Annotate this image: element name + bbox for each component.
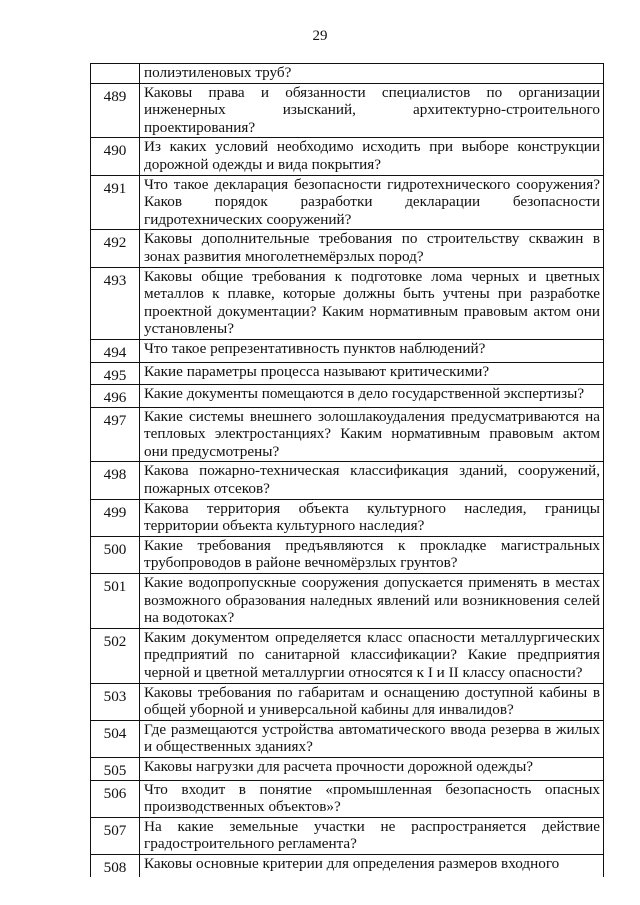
questions-table xyxy=(90,63,604,877)
question-number: 494 xyxy=(91,339,140,362)
question-row xyxy=(91,385,604,408)
question-text: Какие системы внешнего золошлакоудаления предусматриваются на тепловых электростанциях? Каким нормативным правовым актом они предусмотрены? xyxy=(140,407,604,462)
question-row xyxy=(91,138,604,175)
question-text: полиэтиленовых труб? xyxy=(140,64,604,84)
question-number: 507 xyxy=(91,817,140,854)
question-text: Каковы нагрузки для расчета прочности дорожной одежды? xyxy=(140,757,604,780)
question-row xyxy=(91,64,604,84)
question-number: 492 xyxy=(91,230,140,267)
question-text: Какие документы помещаются в дело государственной экспертизы? xyxy=(140,385,604,408)
question-number: 497 xyxy=(91,407,140,462)
question-number: 489 xyxy=(91,83,140,138)
question-row xyxy=(91,267,604,339)
question-number: 498 xyxy=(91,462,140,499)
question-row xyxy=(91,817,604,854)
question-text: Где размещаются устройства автоматического ввода резерва в жилых и общественных зданиях? xyxy=(140,720,604,757)
question-text: Какие требования предъявляются к прокладке магистральных трубопроводов в районе вечномёрзлых грунтов? xyxy=(140,536,604,573)
question-row xyxy=(91,362,604,385)
question-text: Каковы дополнительные требования по строительству скважин в зонах развития многолетнемёрзлых пород? xyxy=(140,230,604,267)
question-row xyxy=(91,339,604,362)
question-row xyxy=(91,462,604,499)
question-row xyxy=(91,854,604,876)
question-text: Что такое декларация безопасности гидротехнического сооружения? Каков порядок разработки декларации безопасности гидротехнических сооружений? xyxy=(140,175,604,230)
question-row xyxy=(91,720,604,757)
question-number: 491 xyxy=(91,175,140,230)
question-text: Каким документом определяется класс опасности металлургических предприятий по санитарной классификации? Какие предприятия черной и цветной металлургии относятся к I и II классу опасности? xyxy=(140,628,604,683)
question-number: 502 xyxy=(91,628,140,683)
question-number: 490 xyxy=(91,138,140,175)
question-row xyxy=(91,499,604,536)
question-text: Какова территория объекта культурного наследия, границы территории объекта культурного наследия? xyxy=(140,499,604,536)
question-number: 503 xyxy=(91,683,140,720)
question-number: 504 xyxy=(91,720,140,757)
question-text: Какие параметры процесса называют критическими? xyxy=(140,362,604,385)
question-number: 506 xyxy=(91,780,140,817)
question-row xyxy=(91,683,604,720)
question-number: 501 xyxy=(91,574,140,629)
question-number: 505 xyxy=(91,757,140,780)
question-row xyxy=(91,757,604,780)
question-text: Из каких условий необходимо исходить при выборе конструкции дорожной одежды и вида покрытия? xyxy=(140,138,604,175)
question-text: Каковы общие требования к подготовке лома черных и цветных металлов к плавке, которые должны быть учтены при разработке проектной документации? Каким нормативным правовым актом они установлены? xyxy=(140,267,604,339)
question-row xyxy=(91,536,604,573)
question-row xyxy=(91,780,604,817)
question-text: Каковы требования по габаритам и оснащению доступной кабины в общей уборной и универсальной кабины для инвалидов? xyxy=(140,683,604,720)
question-number: 508 xyxy=(91,854,140,876)
question-number: 495 xyxy=(91,362,140,385)
question-number: 499 xyxy=(91,499,140,536)
question-row xyxy=(91,230,604,267)
question-text: Какова пожарно-техническая классификация зданий, сооружений, пожарных отсеков? xyxy=(140,462,604,499)
question-row xyxy=(91,83,604,138)
question-number: 496 xyxy=(91,385,140,408)
question-row xyxy=(91,407,604,462)
question-row xyxy=(91,574,604,629)
question-row xyxy=(91,175,604,230)
question-text: Каковы основные критерии для определения размеров входного xyxy=(140,854,604,876)
question-text: Каковы права и обязанности специалистов по организации инженерных изысканий, архитектурно-строительного проектирования? xyxy=(140,83,604,138)
question-number: 493 xyxy=(91,267,140,339)
question-text: Что такое репрезентативность пунктов наблюдений? xyxy=(140,339,604,362)
question-number: 500 xyxy=(91,536,140,573)
question-number xyxy=(91,64,140,84)
page-number: 29 xyxy=(312,28,328,44)
question-text: На какие земельные участки не распространяется действие градостроительного регламента? xyxy=(140,817,604,854)
question-text: Что входит в понятие «промышленная безопасность опасных производственных объектов»? xyxy=(140,780,604,817)
question-text: Какие водопропускные сооружения допускается применять в местах возможного образования наледных явлений или возникновения селей на водотоках? xyxy=(140,574,604,629)
question-row xyxy=(91,628,604,683)
